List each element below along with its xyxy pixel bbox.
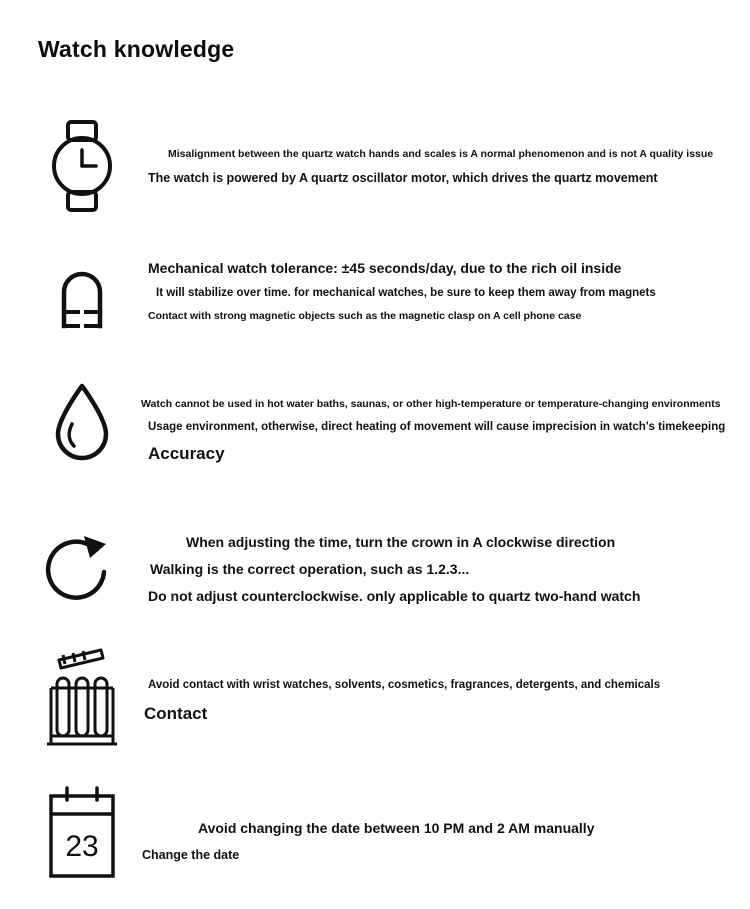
section-text-block (130, 678, 742, 724)
text-line: Avoid contact with wrist watches, solvents, cosmetics, fragrances, detergents, and chemicals (148, 679, 661, 691)
text-line: Walking is the correct operation, such as 1.2.3... (150, 560, 470, 577)
text-heading: Accuracy (148, 444, 225, 464)
text-line: Change the date (142, 847, 240, 862)
section-text-block (130, 260, 742, 323)
watch-icon (34, 118, 130, 214)
test-tubes-icon (34, 644, 130, 754)
text-line: Mechanical watch tolerance: ±45 seconds/day, due to the rich oil inside (148, 260, 622, 276)
calendar-day-number: 23 (65, 830, 99, 863)
text-line: When adjusting the time, turn the crown in A clockwise direction (186, 534, 616, 550)
text-line: Watch cannot be used in hot water baths, saunas, or other high-temperature or temperature-changing environments (141, 398, 721, 410)
water-drop-icon (34, 378, 130, 470)
text-line: Do not adjust counterclockwise. only applicable to quartz two-hand watch (148, 587, 641, 604)
text-line: The watch is powered by A quartz oscillator motor, which drives the quartz movement (148, 171, 658, 186)
section-text-block (130, 148, 742, 186)
page-title: Watch knowledge (38, 36, 235, 62)
section-text-block (130, 820, 742, 863)
section-text-block (130, 398, 742, 465)
magnet-icon (34, 258, 130, 338)
text-heading: Contact (144, 703, 208, 723)
section-text-block (130, 534, 742, 606)
text-line: It will stabilize over time. for mechanical watches, be sure to keep them away from magnets (156, 286, 656, 299)
calendar-icon (34, 784, 130, 884)
clockwise-arrow-icon (34, 528, 130, 614)
text-line: Usage environment, otherwise, direct heating of movement will cause imprecision in watch's timekeeping (148, 421, 726, 434)
text-line: Contact with strong magnetic objects such as the magnetic clasp on A cell phone case (148, 309, 582, 322)
text-line: Misalignment between the quartz watch hands and scales is A normal phenomenon and is not A quality issue (168, 148, 714, 160)
text-line: Avoid changing the date between 10 PM and 2 AM manually (198, 820, 595, 836)
